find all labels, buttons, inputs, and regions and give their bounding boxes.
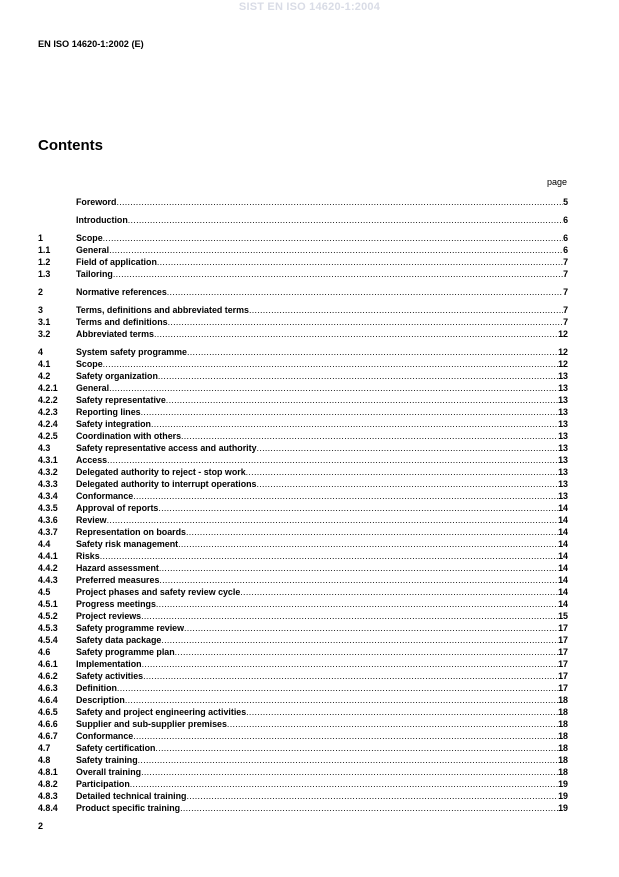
toc-entry-number: 4.8.3 bbox=[38, 791, 58, 801]
toc-entry-title: Safety integration bbox=[76, 419, 151, 429]
toc-entry-title: Detailed technical training bbox=[76, 791, 187, 801]
toc-entry-page: 13 bbox=[558, 383, 568, 393]
toc-entry[interactable] bbox=[38, 742, 568, 754]
toc-leader-dots bbox=[109, 382, 558, 394]
toc-leader-dots bbox=[178, 538, 558, 550]
toc-entry-title: Safety data package bbox=[76, 635, 162, 645]
toc-entry-title: Definition bbox=[76, 683, 117, 693]
toc-entry-number: 4.2.2 bbox=[38, 395, 58, 405]
toc-entry-page: 18 bbox=[558, 719, 568, 729]
toc-entry-title: Implementation bbox=[76, 659, 142, 669]
toc-leader-dots bbox=[155, 742, 558, 754]
toc-entry[interactable] bbox=[38, 256, 568, 268]
toc-leader-dots bbox=[141, 766, 558, 778]
toc-entry-title: Scope bbox=[76, 359, 103, 369]
toc-leader-dots bbox=[138, 754, 558, 766]
toc-entry-number: 4.3.4 bbox=[38, 491, 58, 501]
toc-entry-number: 4.2.1 bbox=[38, 383, 58, 393]
toc-leader-dots bbox=[116, 196, 563, 208]
toc-entry[interactable] bbox=[38, 286, 568, 298]
toc-entry-title: Coordination with others bbox=[76, 431, 182, 441]
toc-entry-title: Scope bbox=[76, 233, 103, 243]
page-title: Contents bbox=[38, 137, 103, 154]
toc-leader-dots bbox=[143, 670, 558, 682]
toc-entry-title: Safety representative access and authority bbox=[76, 443, 257, 453]
toc-entry-number: 4.6.5 bbox=[38, 707, 58, 717]
toc-leader-dots bbox=[141, 406, 559, 418]
toc-entry[interactable] bbox=[38, 694, 568, 706]
toc-entry-page: 17 bbox=[558, 635, 568, 645]
toc-leader-dots bbox=[103, 358, 558, 370]
toc-entry-title: Project reviews bbox=[76, 611, 142, 621]
toc-entry[interactable] bbox=[38, 658, 568, 670]
toc-entry-title: Approval of reports bbox=[76, 503, 159, 513]
toc-entry-title: Representation on boards bbox=[76, 527, 186, 537]
toc-entry-page: 7 bbox=[563, 269, 568, 279]
page-number: 2 bbox=[38, 821, 44, 831]
toc-entry-page: 14 bbox=[558, 515, 568, 525]
toc-entry-number: 4.6.2 bbox=[38, 671, 58, 681]
toc-entry-page: 17 bbox=[558, 623, 568, 633]
toc-leader-dots bbox=[113, 268, 563, 280]
toc-entry-title: Hazard assessment bbox=[76, 563, 159, 573]
toc-entry-number: 4.4 bbox=[38, 539, 51, 549]
toc-entry-page: 7 bbox=[563, 257, 568, 267]
document-id: EN ISO 14620-1:2002 (E) bbox=[38, 39, 144, 49]
toc-entry-page: 14 bbox=[558, 527, 568, 537]
toc-entry-page: 6 bbox=[563, 245, 568, 255]
toc-entry-title: Progress meetings bbox=[76, 599, 156, 609]
toc-entry[interactable] bbox=[38, 406, 568, 418]
toc-entry[interactable] bbox=[38, 562, 568, 574]
toc-entry-title: Access bbox=[76, 455, 108, 465]
toc-entry-title: Supplier and sub-supplier premises bbox=[76, 719, 227, 729]
toc-entry[interactable] bbox=[38, 574, 568, 586]
toc-leader-dots bbox=[159, 562, 558, 574]
toc-leader-dots bbox=[125, 694, 558, 706]
toc-entry[interactable] bbox=[38, 328, 568, 340]
toc-entry-title: Introduction bbox=[76, 215, 128, 225]
toc-entry[interactable] bbox=[38, 682, 568, 694]
toc-entry[interactable] bbox=[38, 634, 568, 646]
toc-entry-number: 3.2 bbox=[38, 329, 51, 339]
toc-entry-title: Overall training bbox=[76, 767, 142, 777]
toc-entry[interactable] bbox=[38, 442, 568, 454]
toc-entry-number: 3.1 bbox=[38, 317, 51, 327]
toc-entry-title: Terms and definitions bbox=[76, 317, 168, 327]
toc-entry-title: Review bbox=[76, 515, 107, 525]
toc-entry-page: 18 bbox=[558, 695, 568, 705]
toc-entry-number: 4 bbox=[38, 347, 43, 357]
toc-entry-number: 4.6.3 bbox=[38, 683, 58, 693]
toc-entry-page: 14 bbox=[558, 503, 568, 513]
toc-leader-dots bbox=[161, 634, 558, 646]
toc-leader-dots bbox=[142, 658, 559, 670]
toc-entry[interactable] bbox=[38, 550, 568, 562]
toc-leader-dots bbox=[246, 706, 558, 718]
toc-leader-dots bbox=[256, 478, 558, 490]
toc-entry-number: 4.4.1 bbox=[38, 551, 58, 561]
toc-entry-title: Safety programme review bbox=[76, 623, 185, 633]
toc-entry[interactable] bbox=[38, 670, 568, 682]
toc-leader-dots bbox=[133, 490, 558, 502]
toc-leader-dots bbox=[159, 574, 558, 586]
toc-entry-page: 13 bbox=[558, 431, 568, 441]
toc-entry-number: 4.6.7 bbox=[38, 731, 58, 741]
toc-entry[interactable] bbox=[38, 706, 568, 718]
toc-entry[interactable] bbox=[38, 196, 568, 208]
toc-entry[interactable] bbox=[38, 538, 568, 550]
toc-leader-dots bbox=[180, 802, 558, 814]
toc-entry-title: Field of application bbox=[76, 257, 157, 267]
toc-entry-title: Reporting lines bbox=[76, 407, 141, 417]
toc-entry-number: 4.5.1 bbox=[38, 599, 58, 609]
toc-entry-page: 17 bbox=[558, 659, 568, 669]
toc-leader-dots bbox=[117, 682, 558, 694]
toc-entry-number: 3 bbox=[38, 305, 43, 315]
toc-entry-page: 19 bbox=[558, 803, 568, 813]
toc-entry-page: 5 bbox=[563, 197, 568, 207]
toc-entry-number: 4.8 bbox=[38, 755, 51, 765]
toc-leader-dots bbox=[103, 232, 563, 244]
toc-entry-title: Project phases and safety review cycle bbox=[76, 587, 241, 597]
toc-entry-number: 4.6 bbox=[38, 647, 51, 657]
toc-entry[interactable] bbox=[38, 778, 568, 790]
toc-entry-page: 18 bbox=[558, 707, 568, 717]
toc-entry-number: 4.3 bbox=[38, 443, 51, 453]
toc-entry-number: 4.3.7 bbox=[38, 527, 58, 537]
toc-entry-title: Delegated authority to interrupt operations bbox=[76, 479, 257, 489]
toc-entry-title: Terms, definitions and abbreviated terms bbox=[76, 305, 249, 315]
toc-leader-dots bbox=[168, 316, 564, 328]
toc-entry-number: 1.2 bbox=[38, 257, 51, 267]
toc-leader-dots bbox=[167, 286, 563, 298]
toc-entry-title: Normative references bbox=[76, 287, 167, 297]
toc-leader-dots bbox=[100, 550, 558, 562]
toc-entry-number: 4.2 bbox=[38, 371, 51, 381]
toc-entry[interactable] bbox=[38, 232, 568, 244]
toc-entry-title: Conformance bbox=[76, 491, 134, 501]
toc-entry-title: Safety risk management bbox=[76, 539, 179, 549]
toc-entry-page: 19 bbox=[558, 779, 568, 789]
toc-entry-page: 12 bbox=[558, 359, 568, 369]
toc-entry[interactable] bbox=[38, 370, 568, 382]
toc-entry-title: Safety organization bbox=[76, 371, 158, 381]
toc-entry[interactable] bbox=[38, 382, 568, 394]
toc-entry-page: 14 bbox=[558, 539, 568, 549]
toc-entry-number: 4.8.4 bbox=[38, 803, 58, 813]
toc-entry-page: 14 bbox=[558, 551, 568, 561]
toc-leader-dots bbox=[227, 718, 558, 730]
toc-leader-dots bbox=[133, 730, 558, 742]
toc-leader-dots bbox=[186, 790, 558, 802]
toc-entry[interactable] bbox=[38, 304, 568, 316]
toc-entry-title: Preferred measures bbox=[76, 575, 160, 585]
toc-entry-title: Risks bbox=[76, 551, 100, 561]
toc-entry-page: 17 bbox=[558, 647, 568, 657]
toc-entry[interactable] bbox=[38, 244, 568, 256]
toc-entry-page: 13 bbox=[558, 479, 568, 489]
toc-entry-number: 4.5.2 bbox=[38, 611, 58, 621]
toc-entry-page: 12 bbox=[558, 347, 568, 357]
toc-entry-number: 4.3.3 bbox=[38, 479, 58, 489]
toc-entry-title: Safety representative bbox=[76, 395, 166, 405]
toc-entry-number: 4.6.1 bbox=[38, 659, 58, 669]
toc-entry[interactable] bbox=[38, 268, 568, 280]
toc-leader-dots bbox=[181, 430, 558, 442]
toc-entry-page: 14 bbox=[558, 599, 568, 609]
watermark: SIST EN ISO 14620-1:2004 bbox=[238, 1, 381, 13]
toc-entry-page: 13 bbox=[558, 419, 568, 429]
toc-entry-title: Tailoring bbox=[76, 269, 113, 279]
toc-entry[interactable] bbox=[38, 418, 568, 430]
toc-entry-number: 4.3.2 bbox=[38, 467, 58, 477]
toc-entry-number: 4.1 bbox=[38, 359, 51, 369]
toc-entry-title: Description bbox=[76, 695, 125, 705]
toc-entry-title: Participation bbox=[76, 779, 130, 789]
toc-leader-dots bbox=[175, 646, 558, 658]
toc-entry-number: 4.7 bbox=[38, 743, 51, 753]
toc-leader-dots bbox=[246, 466, 558, 478]
toc-entry[interactable] bbox=[38, 802, 568, 814]
toc-entry[interactable] bbox=[38, 430, 568, 442]
toc-entry-page: 13 bbox=[558, 455, 568, 465]
toc-leader-dots bbox=[186, 526, 558, 538]
toc-entry-number: 4.6.4 bbox=[38, 695, 58, 705]
toc-entry-page: 17 bbox=[558, 683, 568, 693]
toc-entry-number: 4.2.3 bbox=[38, 407, 58, 417]
toc-leader-dots bbox=[158, 502, 558, 514]
toc-entry[interactable] bbox=[38, 766, 568, 778]
toc-entry[interactable] bbox=[38, 394, 568, 406]
toc-entry-page: 15 bbox=[558, 611, 568, 621]
toc-entry-number: 4.6.6 bbox=[38, 719, 58, 729]
toc-entry-number: 4.5.3 bbox=[38, 623, 58, 633]
toc-entry-page: 13 bbox=[558, 467, 568, 477]
toc-leader-dots bbox=[156, 598, 558, 610]
toc-entry-number: 4.5.4 bbox=[38, 635, 58, 645]
page-column-label: page bbox=[546, 177, 567, 187]
toc-entry[interactable] bbox=[38, 526, 568, 538]
toc-entry[interactable] bbox=[38, 598, 568, 610]
toc-entry-title: Safety and project engineering activities bbox=[76, 707, 247, 717]
toc-entry[interactable] bbox=[38, 466, 568, 478]
toc-leader-dots bbox=[107, 454, 558, 466]
toc-entry-page: 14 bbox=[558, 587, 568, 597]
toc-entry[interactable] bbox=[38, 730, 568, 742]
toc-entry[interactable] bbox=[38, 718, 568, 730]
toc-entry-number: 4.3.5 bbox=[38, 503, 58, 513]
table-of-contents bbox=[38, 196, 568, 814]
toc-entry[interactable] bbox=[38, 490, 568, 502]
toc-leader-dots bbox=[257, 442, 559, 454]
toc-entry[interactable] bbox=[38, 586, 568, 598]
toc-entry-page: 13 bbox=[558, 371, 568, 381]
toc-entry-page: 13 bbox=[558, 407, 568, 417]
toc-entry-title: Delegated authority to reject - stop work bbox=[76, 467, 246, 477]
toc-entry[interactable] bbox=[38, 346, 568, 358]
toc-entry-page: 19 bbox=[558, 791, 568, 801]
toc-entry[interactable] bbox=[38, 622, 568, 634]
toc-entry[interactable] bbox=[38, 514, 568, 526]
toc-entry[interactable] bbox=[38, 454, 568, 466]
toc-entry[interactable] bbox=[38, 610, 568, 622]
toc-leader-dots bbox=[157, 256, 563, 268]
toc-entry-number: 1.3 bbox=[38, 269, 51, 279]
toc-leader-dots bbox=[141, 610, 558, 622]
toc-entry-page: 14 bbox=[558, 575, 568, 585]
toc-entry-page: 6 bbox=[563, 215, 568, 225]
toc-leader-dots bbox=[166, 394, 558, 406]
toc-leader-dots bbox=[240, 586, 558, 598]
toc-entry-page: 7 bbox=[563, 305, 568, 315]
toc-entry-title: Safety training bbox=[76, 755, 138, 765]
toc-leader-dots bbox=[151, 418, 558, 430]
toc-leader-dots bbox=[187, 346, 558, 358]
toc-entry-page: 18 bbox=[558, 731, 568, 741]
toc-entry-number: 4.2.4 bbox=[38, 419, 58, 429]
toc-entry-page: 17 bbox=[558, 671, 568, 681]
toc-entry-page: 7 bbox=[563, 287, 568, 297]
toc-entry-number: 1.1 bbox=[38, 245, 51, 255]
toc-entry[interactable] bbox=[38, 502, 568, 514]
toc-entry-page: 12 bbox=[558, 329, 568, 339]
toc-entry-page: 13 bbox=[558, 395, 568, 405]
toc-entry[interactable] bbox=[38, 790, 568, 802]
toc-leader-dots bbox=[184, 622, 558, 634]
toc-entry[interactable] bbox=[38, 478, 568, 490]
toc-entry-title: Safety certification bbox=[76, 743, 156, 753]
toc-entry-title: System safety programme bbox=[76, 347, 187, 357]
toc-leader-dots bbox=[130, 778, 558, 790]
toc-entry-number: 4.5 bbox=[38, 587, 51, 597]
toc-entry-title: Safety programme plan bbox=[76, 647, 175, 657]
toc-entry[interactable] bbox=[38, 214, 568, 226]
toc-entry-number: 4.8.2 bbox=[38, 779, 58, 789]
toc-leader-dots bbox=[128, 214, 563, 226]
toc-entry-title: Abbreviated terms bbox=[76, 329, 154, 339]
toc-entry-title: Product specific training bbox=[76, 803, 181, 813]
toc-entry-title: Foreword bbox=[76, 197, 117, 207]
toc-entry-page: 18 bbox=[558, 743, 568, 753]
toc-entry-number: 4.8.1 bbox=[38, 767, 58, 777]
toc-entry-title: Safety activities bbox=[76, 671, 144, 681]
toc-entry[interactable] bbox=[38, 358, 568, 370]
toc-leader-dots bbox=[109, 244, 563, 256]
toc-entry-number: 4.2.5 bbox=[38, 431, 58, 441]
toc-entry-number: 4.4.3 bbox=[38, 575, 58, 585]
toc-entry[interactable] bbox=[38, 754, 568, 766]
toc-entry-number: 4.3.6 bbox=[38, 515, 58, 525]
toc-entry-page: 14 bbox=[558, 563, 568, 573]
toc-leader-dots bbox=[154, 328, 558, 340]
toc-entry-number: 1 bbox=[38, 233, 43, 243]
toc-entry-number: 4.3.1 bbox=[38, 455, 58, 465]
toc-entry-page: 6 bbox=[563, 233, 568, 243]
toc-entry-page: 7 bbox=[563, 317, 568, 327]
toc-entry-title: Conformance bbox=[76, 731, 134, 741]
toc-entry[interactable] bbox=[38, 316, 568, 328]
toc-entry-number: 2 bbox=[38, 287, 43, 297]
toc-entry-page: 18 bbox=[558, 755, 568, 765]
toc-entry-title: General bbox=[76, 245, 110, 255]
toc-entry-page: 18 bbox=[558, 767, 568, 777]
toc-entry-title: General bbox=[76, 383, 110, 393]
toc-leader-dots bbox=[158, 370, 558, 382]
toc-entry-page: 13 bbox=[558, 491, 568, 501]
toc-leader-dots bbox=[107, 514, 559, 526]
toc-leader-dots bbox=[249, 304, 563, 316]
toc-entry-number: 4.4.2 bbox=[38, 563, 58, 573]
toc-entry-page: 13 bbox=[558, 443, 568, 453]
toc-entry[interactable] bbox=[38, 646, 568, 658]
